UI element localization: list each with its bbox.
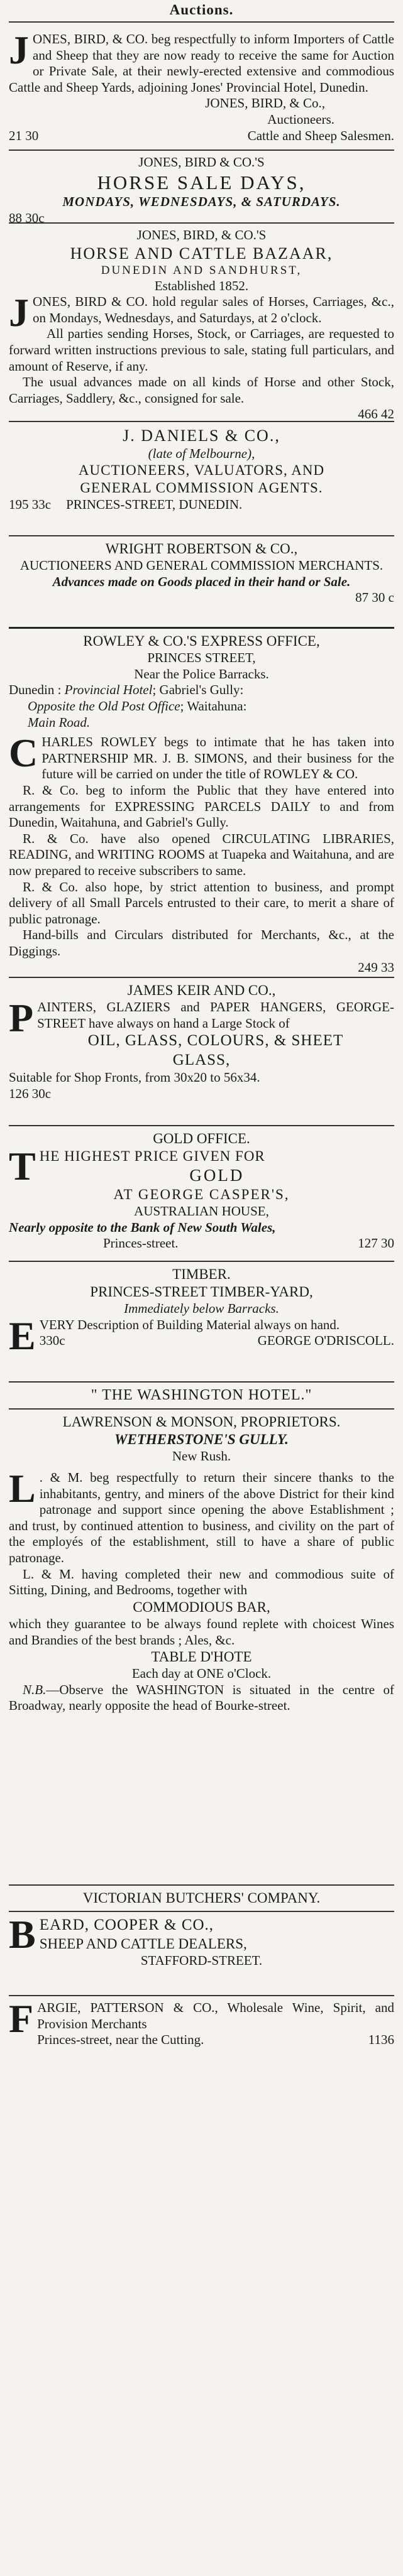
- dropcap: P: [9, 996, 34, 1041]
- ad-heading: JONES, BIRD & CO.'S: [138, 155, 265, 170]
- ad-text: Provincial Hotel: [64, 682, 153, 698]
- signature: JONES, BIRD, & Co.,: [205, 95, 325, 111]
- ad-code: 466 42: [358, 406, 394, 422]
- ad-title: WRIGHT ROBERTSON & CO.,: [105, 541, 298, 557]
- ad-wright-robertson: [9, 536, 394, 627]
- ad-established: Established 1852.: [154, 278, 249, 293]
- ad-text: —Observe the WASHINGTON is situated in the centre of Broadway, nearly opposite the head of Bourke-street.: [9, 1682, 394, 1714]
- ad-line: OIL, GLASS, COLOURS, & SHEET: [87, 1032, 344, 1050]
- ad-code: 330c: [39, 1333, 65, 1349]
- ad-body: . & M. beg respectfully to return their sincere thanks to the inhabitants, gentry, and miners of the above District for their kind patronage and support since opening the above Establishment ; and trust, by continued attention to business, and civility on the part of the employés of the establishment, still to have a share of public patronage.: [9, 1470, 394, 1566]
- dropcap: F: [9, 1996, 34, 2041]
- ad-line: Advances made on Goods placed in their hand or Sale.: [52, 573, 351, 589]
- dropcap: J: [9, 290, 29, 335]
- ad-daniels: [9, 422, 394, 535]
- ad-line: [9, 682, 394, 698]
- ad-line: Main Road.: [28, 714, 91, 730]
- signature: GEORGE O'DRISCOLL.: [257, 1333, 394, 1349]
- ad-subtitle: (late of Melbourne),: [148, 445, 255, 461]
- ad-body: ARGIE, PATTERSON & CO., Wholesale Wine, Spirit, and Provision Merchants: [37, 2000, 394, 2031]
- ad-line: HE HIGHEST PRICE GIVEN FOR: [39, 1148, 265, 1165]
- ad-text: ; Waitahuna:: [180, 698, 247, 714]
- ad-washington-hotel: [9, 1383, 394, 1884]
- ad-line: New Rush.: [172, 1448, 231, 1464]
- ad-title: HORSE SALE DAYS,: [97, 171, 306, 193]
- ad-line: Near the Police Barracks.: [134, 666, 269, 682]
- ad-line: Nearly opposite to the Bank of New South Wales,: [9, 1219, 276, 1235]
- ad-timber: [9, 1262, 394, 1381]
- ad-body: L. & M. having completed their new and commodious suite of Sitting, Dining, and Bedrooms, together with: [9, 1566, 394, 1598]
- ad-body: HARLES ROWLEY begs to intimate that he has taken into PARTNERSHIP MR. J. B. SIMONS, and their business for the future will be carried on under the title of ROWLEY & CO.: [41, 734, 394, 782]
- ad-body: [9, 1682, 394, 1714]
- ad-line: COMMODIOUS BAR,: [133, 1599, 270, 1615]
- ad-victorian-butchers: [9, 1886, 394, 1995]
- ad-subtitle: MONDAYS, WEDNESDAYS, & SATURDAYS.: [62, 194, 341, 210]
- ad-code: 127 30: [358, 1236, 394, 1251]
- ad-code: 88 30c: [9, 210, 45, 226]
- ad-line: AT GEORGE CASPER'S,: [113, 1187, 290, 1203]
- ad-title: " THE WASHINGTON HOTEL.": [91, 1387, 312, 1404]
- ad-body: ONES, BIRD & CO. hold regular sales of Horses, Carriages, &c., on Mondays, Wednesdays, and Saturdays, at 2 o'clock.: [33, 294, 394, 325]
- ad-rowley-express: [9, 629, 394, 977]
- ad-body: AINTERS, GLAZIERS and PAPER HANGERS, GEORGE-STREET have always on hand a Large Stock of: [37, 999, 394, 1031]
- ad-line: GOLD: [189, 1166, 245, 1185]
- ad-heading: JONES, BIRD, & CO.'S: [136, 227, 267, 243]
- ad-line: GENERAL COMMISSION AGENTS.: [80, 480, 323, 496]
- section-title: Auctions.: [169, 2, 234, 18]
- ad-address: PRINCES-STREET, DUNEDIN.: [66, 497, 243, 513]
- dropcap: T: [9, 1144, 36, 1189]
- ad-horse-cattle-bazaar: [9, 224, 394, 421]
- ad-line: SHEEP AND CATTLE DEALERS,: [39, 1935, 247, 1952]
- ad-line: Immediately below Barracks.: [124, 1301, 279, 1317]
- ad-body: which they guarantee to be always found replete with choicest Wines and Brandies of the best brands ; Ales, &c.: [9, 1616, 394, 1648]
- ad-horse-sale-days: [9, 151, 394, 226]
- dropcap: C: [9, 731, 38, 776]
- ad-body: Hand-bills and Circulars distributed for Merchants, &c., at the Diggings.: [9, 927, 394, 959]
- ad-fargie-patterson: [9, 1996, 394, 2074]
- signature-role: Auctioneers.: [267, 112, 334, 128]
- dropcap: J: [9, 28, 29, 73]
- ad-line: STAFFORD-STREET.: [140, 1952, 263, 1968]
- ad-title: HORSE AND CATTLE BAZAAR,: [70, 244, 333, 263]
- dropcap: L: [9, 1466, 36, 1511]
- ad-text: N.B.: [23, 1682, 47, 1697]
- ad-title: ROWLEY & CO.'S EXPRESS OFFICE,: [83, 633, 320, 649]
- ad-title: GOLD OFFICE.: [153, 1131, 250, 1147]
- ad-code: 126 30c: [9, 1085, 52, 1101]
- ad-text: Dunedin :: [9, 682, 65, 698]
- signature-role: Cattle and Sheep Salesmen.: [247, 128, 394, 143]
- ad-line: TABLE D'HOTE: [151, 1649, 252, 1665]
- ad-line: [9, 698, 394, 715]
- ad-line: LAWRENSON & MONSON, PROPRIETORS.: [62, 1414, 341, 1430]
- ad-body: R. & Co. also hope, by strict attention to business, and prompt delivery of all Small Parcels entrusted to their care, to merit a share of public patronage.: [9, 879, 394, 927]
- ad-line: PRINCES-STREET TIMBER-YARD,: [90, 1284, 313, 1300]
- ad-body: VERY Description of Building Material always on hand.: [39, 1317, 340, 1332]
- ad-address: Princes-street, near the Cutting.: [37, 2032, 204, 2048]
- ad-code: 195 33c: [9, 497, 52, 513]
- ad-line: EARD, COOPER & CO.,: [39, 1916, 214, 1934]
- ad-code: 21 30: [9, 128, 39, 143]
- ad-text: Opposite the Old Post Office: [28, 698, 180, 714]
- ad-line: PRINCES STREET,: [147, 650, 256, 666]
- ad-body: The usual advances made on all kinds of Horse and other Stock, Carriages, Saddlery, &c., consigned for sale.: [9, 374, 394, 406]
- ad-text: ; Gabriel's Gully:: [152, 682, 244, 698]
- ad-title: JAMES KEIR AND CO.,: [127, 982, 276, 999]
- ad-body: Suitable for Shop Fronts, from 30x20 to 56x34.: [9, 1070, 260, 1085]
- section-header: [9, 1, 394, 23]
- ad-gold-office: [9, 1126, 394, 1261]
- ad-line: WETHERSTONE'S GULLY.: [114, 1432, 289, 1448]
- ad-title: TIMBER.: [172, 1266, 231, 1283]
- ad-body: R. & Co. beg to inform the Public that they have entered into arrangements for EXPRESSING PARCELS DAILY to and from Dunedin, Waitahuna, and Gabriel's Gully.: [9, 782, 394, 830]
- ad-code: 1136: [368, 2032, 394, 2048]
- ad-line: GLASS,: [172, 1051, 231, 1068]
- ad-title: J. DANIELS & CO.,: [123, 427, 280, 445]
- ad-jones-yards: [9, 28, 394, 149]
- ad-james-keir: [9, 978, 394, 1125]
- ad-code: 87 30 c: [355, 590, 394, 606]
- ad-code: 249 33: [358, 959, 394, 975]
- ad-title: VICTORIAN BUTCHERS' COMPANY.: [82, 1890, 321, 1906]
- ad-line: AUCTIONEERS, VALUATORS, AND: [78, 462, 325, 479]
- ad-line: Each day at ONE o'Clock.: [131, 1666, 272, 1682]
- dropcap: E: [9, 1313, 36, 1358]
- ad-line: AUSTRALIAN HOUSE,: [134, 1204, 269, 1219]
- dropcap: B: [9, 1912, 36, 1957]
- ad-subtitle: DUNEDIN AND SANDHURST,: [101, 264, 302, 278]
- ad-body: ONES, BIRD, & CO. beg respectfully to inform Importers of Cattle and Sheep that they are now ready to receive the same for Auction or Private Sale, at their newly-erected extensive and commodious Cattle and Sheep Yards, adjoining Jones' Provincial Hotel, Dunedin.: [9, 31, 394, 95]
- ad-body: All parties sending Horses, Stock, or Carriages, are requested to forward written instructions previous to sale, stating full particulars, and amount of Reserve, if any.: [9, 326, 394, 374]
- ad-body: R. & Co. have also opened CIRCULATING LIBRARIES, READING, and WRITING ROOMS at Tuapeka and Waitahuna, and are now prepared to receive subscribers to same.: [9, 830, 394, 879]
- ad-line: AUCTIONEERS AND GENERAL COMMISSION MERCHANTS.: [19, 558, 384, 573]
- ad-address: Princes-street.: [103, 1236, 179, 1251]
